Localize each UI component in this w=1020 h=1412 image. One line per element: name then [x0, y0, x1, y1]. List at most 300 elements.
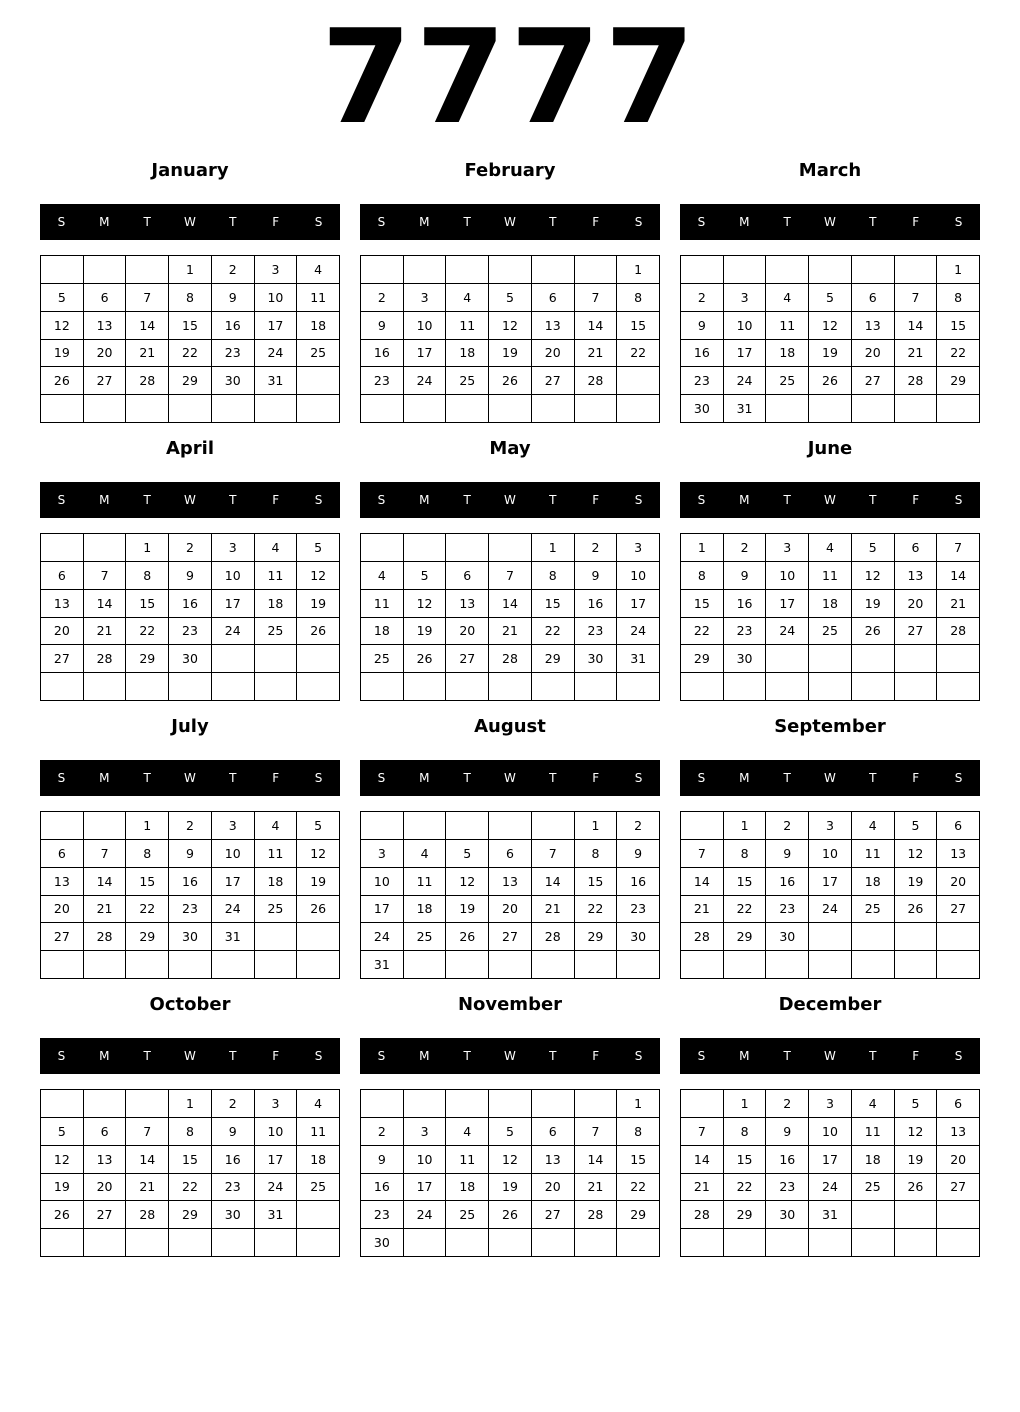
day-cell: 1 [724, 1090, 767, 1118]
day-cell [809, 256, 852, 284]
day-cell: 24 [212, 618, 255, 646]
day-cell: 25 [297, 1174, 340, 1202]
weekday-label: T [869, 215, 877, 229]
day-cell: 6 [852, 284, 895, 312]
day-cell: 1 [126, 534, 169, 562]
weekday-label: M [99, 771, 110, 785]
day-cell: 17 [255, 312, 298, 340]
day-cell: 29 [617, 1201, 660, 1229]
weekday-label: T [463, 771, 471, 785]
day-cell [255, 1229, 298, 1257]
day-grid [40, 255, 340, 423]
day-cell: 29 [937, 367, 980, 395]
day-cell: 9 [212, 284, 255, 312]
day-cell: 4 [297, 1090, 340, 1118]
day-cell: 1 [617, 256, 660, 284]
day-cell: 14 [126, 312, 169, 340]
day-cell [852, 673, 895, 701]
day-cell: 3 [361, 840, 404, 868]
weekday-label: S [57, 771, 66, 785]
day-cell [126, 951, 169, 979]
day-cell [937, 673, 980, 701]
day-cell [617, 673, 660, 701]
day-cell: 12 [41, 1146, 84, 1174]
day-cell [84, 1229, 127, 1257]
day-cell: 11 [446, 1146, 489, 1174]
day-cell [532, 395, 575, 423]
day-cell [84, 395, 127, 423]
weekday-label: M [99, 493, 110, 507]
day-cell: 5 [41, 284, 84, 312]
day-cell: 17 [766, 590, 809, 618]
day-cell: 22 [681, 618, 724, 646]
day-cell: 9 [766, 1118, 809, 1146]
day-cell [724, 673, 767, 701]
day-cell: 11 [361, 590, 404, 618]
day-cell [297, 1201, 340, 1229]
day-cell [446, 951, 489, 979]
day-cell: 26 [895, 896, 938, 924]
day-cell: 21 [681, 896, 724, 924]
weekday-label: S [954, 771, 963, 785]
day-cell: 27 [937, 1174, 980, 1202]
day-cell [575, 256, 618, 284]
weekday-header [360, 760, 660, 796]
day-cell: 9 [212, 1118, 255, 1146]
weekday-label: T [869, 771, 877, 785]
day-cell [212, 951, 255, 979]
day-cell: 6 [489, 840, 532, 868]
day-cell: 3 [404, 1118, 447, 1146]
day-cell: 23 [169, 896, 212, 924]
day-cell: 27 [41, 923, 84, 951]
day-cell [852, 256, 895, 284]
day-cell: 22 [169, 340, 212, 368]
day-cell: 1 [532, 534, 575, 562]
day-cell: 17 [404, 1174, 447, 1202]
day-cell [446, 256, 489, 284]
weekday-label: F [272, 1049, 280, 1063]
day-cell: 6 [84, 1118, 127, 1146]
day-cell: 21 [575, 340, 618, 368]
day-cell [724, 256, 767, 284]
day-cell: 6 [41, 562, 84, 590]
day-cell: 10 [809, 840, 852, 868]
day-cell [809, 395, 852, 423]
day-cell: 11 [852, 1118, 895, 1146]
day-cell: 19 [297, 868, 340, 896]
day-cell [575, 1090, 618, 1118]
day-cell [84, 673, 127, 701]
day-cell: 14 [937, 562, 980, 590]
weekday-label: S [314, 1049, 323, 1063]
day-cell [809, 645, 852, 673]
day-cell: 1 [169, 1090, 212, 1118]
day-cell: 8 [126, 840, 169, 868]
day-cell: 27 [532, 367, 575, 395]
day-cell [766, 645, 809, 673]
day-cell: 3 [212, 534, 255, 562]
day-cell [852, 1201, 895, 1229]
day-cell: 15 [575, 868, 618, 896]
day-cell: 4 [255, 534, 298, 562]
day-cell: 23 [766, 1174, 809, 1202]
day-cell [84, 534, 127, 562]
day-cell: 22 [532, 618, 575, 646]
day-cell: 1 [681, 534, 724, 562]
month-title: August [474, 716, 546, 737]
day-cell [361, 1090, 404, 1118]
day-cell: 11 [297, 284, 340, 312]
weekday-label: W [184, 1049, 196, 1063]
day-cell: 27 [895, 618, 938, 646]
day-grid [680, 1089, 980, 1257]
day-cell: 21 [681, 1174, 724, 1202]
day-cell: 9 [575, 562, 618, 590]
day-cell: 9 [361, 1146, 404, 1174]
weekday-label: M [99, 215, 110, 229]
day-cell [255, 645, 298, 673]
day-cell [297, 1229, 340, 1257]
day-cell [809, 923, 852, 951]
weekday-label: T [143, 493, 151, 507]
day-cell: 1 [126, 812, 169, 840]
weekday-label: T [229, 1049, 237, 1063]
day-grid [360, 1089, 660, 1257]
day-cell: 21 [84, 896, 127, 924]
day-cell: 15 [681, 590, 724, 618]
day-cell: 7 [575, 1118, 618, 1146]
day-cell: 13 [489, 868, 532, 896]
day-cell: 5 [489, 284, 532, 312]
day-cell: 8 [617, 284, 660, 312]
day-cell [169, 673, 212, 701]
day-cell: 9 [681, 312, 724, 340]
day-cell: 27 [41, 645, 84, 673]
day-cell: 11 [809, 562, 852, 590]
weekday-header [680, 1038, 980, 1074]
day-cell: 13 [852, 312, 895, 340]
day-cell [852, 923, 895, 951]
day-cell: 10 [404, 312, 447, 340]
day-cell: 23 [169, 618, 212, 646]
day-cell: 10 [766, 562, 809, 590]
day-cell: 13 [895, 562, 938, 590]
day-cell [361, 673, 404, 701]
day-cell: 13 [937, 840, 980, 868]
day-cell: 27 [852, 367, 895, 395]
day-cell [895, 1229, 938, 1257]
day-cell: 30 [575, 645, 618, 673]
day-cell: 17 [809, 1146, 852, 1174]
day-cell: 2 [766, 1090, 809, 1118]
weekday-label: S [954, 1049, 963, 1063]
day-cell: 21 [895, 340, 938, 368]
day-cell [937, 923, 980, 951]
day-cell: 9 [169, 840, 212, 868]
month-title: October [149, 994, 231, 1015]
day-cell: 16 [766, 868, 809, 896]
day-cell: 18 [255, 868, 298, 896]
day-cell [617, 1229, 660, 1257]
month-title: April [165, 438, 215, 459]
day-cell: 18 [446, 340, 489, 368]
day-cell: 7 [895, 284, 938, 312]
day-cell: 8 [126, 562, 169, 590]
weekday-label: S [697, 1049, 706, 1063]
weekday-label: T [869, 1049, 877, 1063]
day-cell: 3 [404, 284, 447, 312]
day-cell: 31 [617, 645, 660, 673]
day-cell [937, 395, 980, 423]
weekday-label: T [463, 215, 471, 229]
day-cell: 6 [937, 812, 980, 840]
day-grid [360, 533, 660, 701]
weekday-header [680, 204, 980, 240]
day-cell [255, 395, 298, 423]
day-cell [255, 951, 298, 979]
day-cell [489, 1090, 532, 1118]
day-cell [724, 1229, 767, 1257]
weekday-label: F [912, 215, 920, 229]
day-cell: 3 [212, 812, 255, 840]
day-cell: 2 [681, 284, 724, 312]
day-cell [446, 1229, 489, 1257]
day-cell: 27 [489, 923, 532, 951]
day-cell: 4 [852, 812, 895, 840]
day-cell: 24 [809, 896, 852, 924]
day-cell: 1 [575, 812, 618, 840]
day-cell: 26 [809, 367, 852, 395]
day-cell: 2 [617, 812, 660, 840]
day-cell: 26 [489, 367, 532, 395]
day-cell: 15 [937, 312, 980, 340]
day-cell [575, 951, 618, 979]
month-title: July [171, 716, 209, 737]
day-cell: 23 [766, 896, 809, 924]
day-cell: 4 [852, 1090, 895, 1118]
day-cell: 31 [809, 1201, 852, 1229]
day-cell: 28 [84, 923, 127, 951]
day-cell [532, 951, 575, 979]
day-cell: 29 [575, 923, 618, 951]
day-cell [126, 395, 169, 423]
weekday-header [40, 1038, 340, 1074]
weekday-label: S [314, 215, 323, 229]
weekday-label: F [272, 771, 280, 785]
day-cell [937, 645, 980, 673]
day-cell [489, 534, 532, 562]
day-cell: 5 [404, 562, 447, 590]
day-cell: 10 [404, 1146, 447, 1174]
day-cell [446, 1090, 489, 1118]
day-cell: 18 [446, 1174, 489, 1202]
day-cell [766, 951, 809, 979]
day-cell: 19 [489, 1174, 532, 1202]
day-cell: 14 [681, 1146, 724, 1174]
day-cell: 26 [489, 1201, 532, 1229]
day-cell: 30 [212, 1201, 255, 1229]
day-cell: 19 [404, 618, 447, 646]
day-cell: 25 [809, 618, 852, 646]
day-cell: 22 [724, 1174, 767, 1202]
weekday-label: S [697, 771, 706, 785]
day-cell: 13 [41, 868, 84, 896]
day-cell: 20 [84, 1174, 127, 1202]
day-cell: 24 [361, 923, 404, 951]
day-cell: 20 [532, 1174, 575, 1202]
day-cell: 6 [41, 840, 84, 868]
day-cell: 4 [446, 284, 489, 312]
day-cell [169, 1229, 212, 1257]
day-cell: 10 [361, 868, 404, 896]
day-cell: 5 [297, 812, 340, 840]
weekday-label: T [783, 215, 791, 229]
day-cell: 16 [724, 590, 767, 618]
day-cell: 2 [724, 534, 767, 562]
day-cell: 5 [809, 284, 852, 312]
day-cell: 17 [809, 868, 852, 896]
day-cell: 18 [297, 312, 340, 340]
weekday-label: S [314, 771, 323, 785]
day-cell [404, 1229, 447, 1257]
day-cell: 16 [169, 868, 212, 896]
day-cell: 28 [937, 618, 980, 646]
day-cell [255, 923, 298, 951]
weekday-label: T [229, 215, 237, 229]
day-cell [404, 395, 447, 423]
day-cell: 15 [126, 590, 169, 618]
day-cell: 3 [766, 534, 809, 562]
weekday-label: S [634, 215, 643, 229]
day-cell: 15 [617, 1146, 660, 1174]
day-cell [809, 1229, 852, 1257]
day-cell: 6 [84, 284, 127, 312]
day-cell: 13 [84, 312, 127, 340]
day-cell: 26 [446, 923, 489, 951]
day-cell: 7 [126, 1118, 169, 1146]
weekday-label: T [143, 215, 151, 229]
day-cell: 20 [532, 340, 575, 368]
day-cell: 18 [361, 618, 404, 646]
day-cell [852, 395, 895, 423]
day-cell: 14 [84, 868, 127, 896]
day-cell: 15 [169, 1146, 212, 1174]
weekday-label: F [592, 493, 600, 507]
day-cell [681, 1229, 724, 1257]
weekday-label: T [229, 493, 237, 507]
day-cell: 2 [766, 812, 809, 840]
day-cell: 6 [895, 534, 938, 562]
day-cell [126, 673, 169, 701]
day-cell [766, 673, 809, 701]
day-cell: 17 [255, 1146, 298, 1174]
day-cell: 10 [724, 312, 767, 340]
day-grid [680, 255, 980, 423]
day-cell [766, 256, 809, 284]
day-cell: 22 [617, 1174, 660, 1202]
day-cell: 5 [895, 812, 938, 840]
day-cell [446, 534, 489, 562]
weekday-label: T [229, 771, 237, 785]
day-cell [361, 534, 404, 562]
day-cell: 25 [852, 896, 895, 924]
weekday-label: S [57, 493, 66, 507]
day-cell: 31 [361, 951, 404, 979]
day-cell [297, 923, 340, 951]
day-cell [681, 1090, 724, 1118]
day-cell [404, 256, 447, 284]
day-cell: 9 [361, 312, 404, 340]
weekday-label: W [184, 493, 196, 507]
day-cell: 27 [84, 1201, 127, 1229]
day-cell: 28 [575, 367, 618, 395]
day-cell [84, 812, 127, 840]
day-cell [532, 673, 575, 701]
day-cell: 3 [809, 1090, 852, 1118]
day-cell: 16 [212, 1146, 255, 1174]
day-cell: 29 [681, 645, 724, 673]
day-cell: 24 [809, 1174, 852, 1202]
day-cell: 15 [126, 868, 169, 896]
day-cell: 17 [212, 868, 255, 896]
day-cell: 24 [617, 618, 660, 646]
weekday-header [680, 482, 980, 518]
day-cell: 13 [41, 590, 84, 618]
day-cell [41, 1090, 84, 1118]
day-cell: 6 [532, 284, 575, 312]
day-cell [852, 645, 895, 673]
day-cell: 21 [126, 340, 169, 368]
day-cell: 5 [895, 1090, 938, 1118]
day-cell: 4 [446, 1118, 489, 1146]
day-cell [681, 951, 724, 979]
day-cell: 9 [766, 840, 809, 868]
day-cell: 30 [169, 645, 212, 673]
day-grid [40, 533, 340, 701]
weekday-label: W [824, 1049, 836, 1063]
weekday-label: T [783, 493, 791, 507]
day-cell: 28 [895, 367, 938, 395]
weekday-label: S [377, 493, 386, 507]
weekday-header [40, 482, 340, 518]
weekday-label: T [143, 771, 151, 785]
day-cell: 3 [809, 812, 852, 840]
day-cell: 14 [681, 868, 724, 896]
day-cell: 15 [532, 590, 575, 618]
day-cell [169, 395, 212, 423]
day-cell [895, 256, 938, 284]
day-cell: 21 [489, 618, 532, 646]
day-cell: 30 [681, 395, 724, 423]
day-cell: 8 [724, 840, 767, 868]
day-cell: 2 [212, 1090, 255, 1118]
weekday-label: T [869, 493, 877, 507]
day-cell: 25 [255, 896, 298, 924]
day-cell: 1 [724, 812, 767, 840]
weekday-label: S [954, 215, 963, 229]
day-cell: 5 [297, 534, 340, 562]
day-cell [446, 395, 489, 423]
day-cell: 5 [852, 534, 895, 562]
day-cell: 10 [212, 562, 255, 590]
day-cell: 22 [575, 896, 618, 924]
day-cell: 15 [617, 312, 660, 340]
day-cell: 14 [126, 1146, 169, 1174]
day-cell [297, 395, 340, 423]
day-cell [84, 256, 127, 284]
day-cell: 17 [404, 340, 447, 368]
